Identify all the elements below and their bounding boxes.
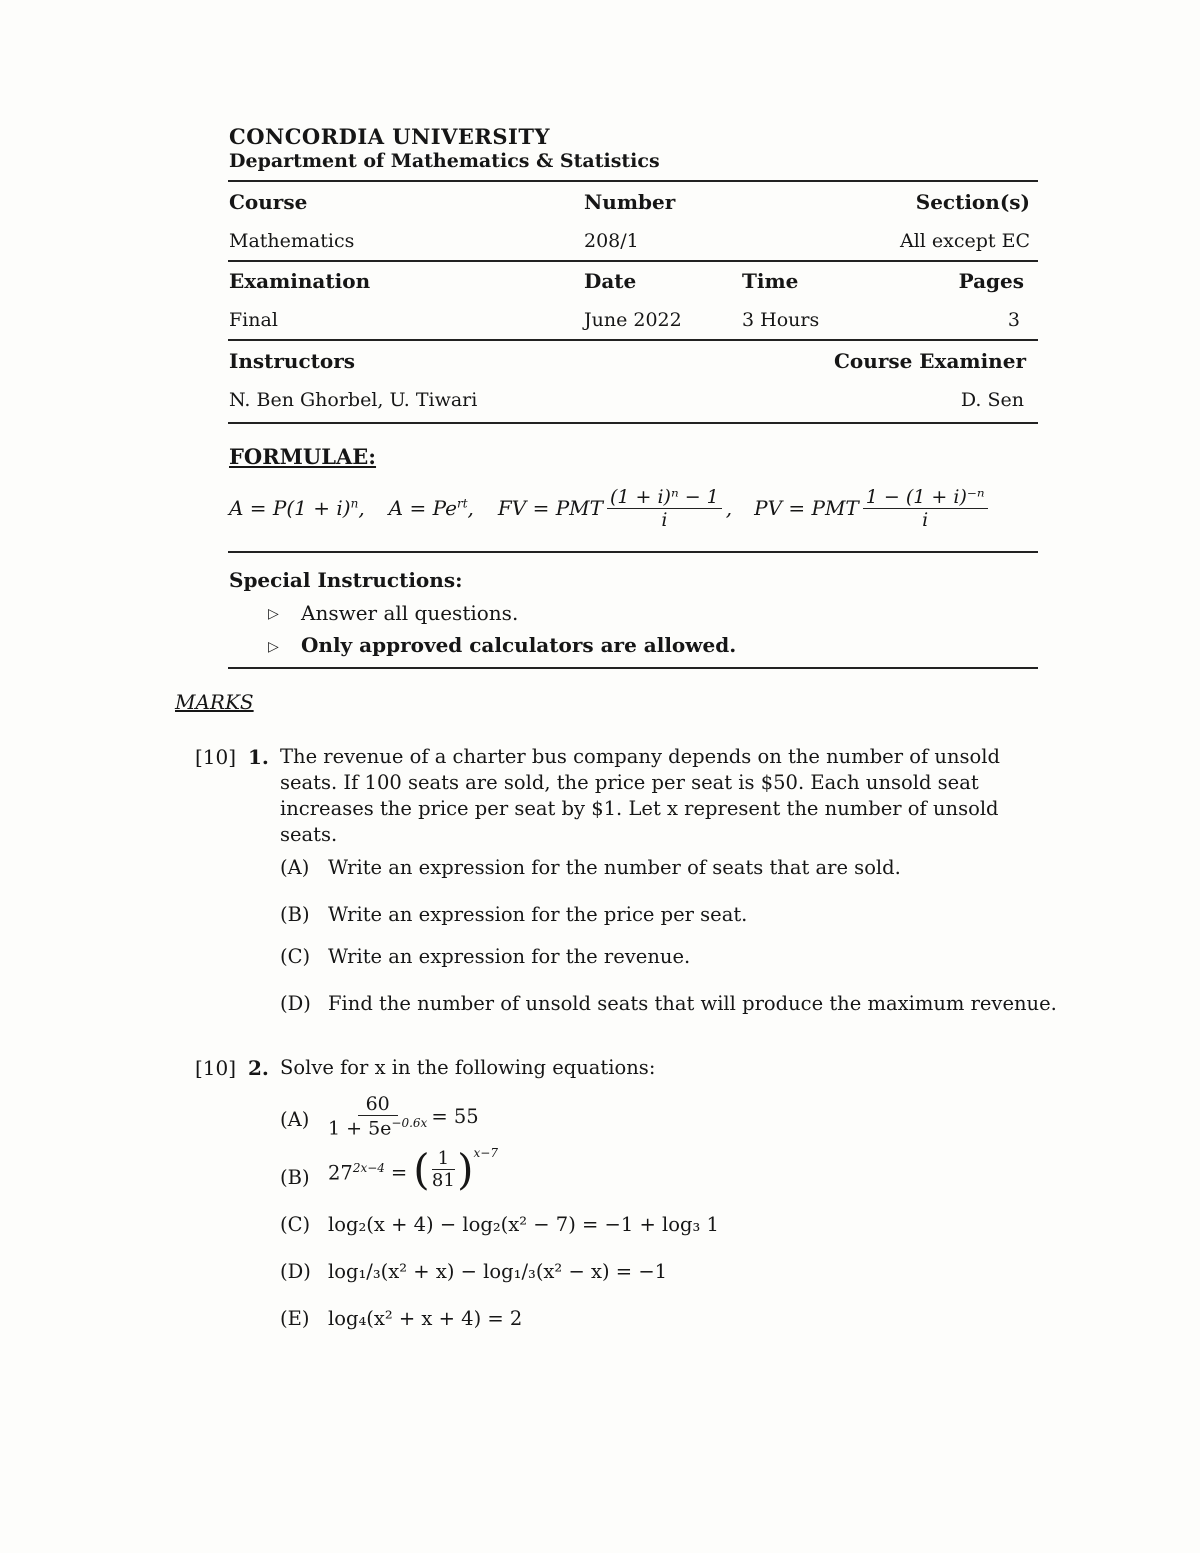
q2-part-label: (A) xyxy=(280,1108,310,1131)
q1-part-text: Write an expression for the price per seat. xyxy=(328,903,748,926)
q1-part-label: (D) xyxy=(280,992,311,1015)
divider xyxy=(228,422,1038,424)
divider xyxy=(228,667,1038,669)
pages-label: Pages xyxy=(958,269,1024,293)
instruction-item: Answer all questions. xyxy=(301,601,519,625)
department-name: Department of Mathematics & Statistics xyxy=(229,150,660,172)
q1-part-text: Write an expression for the revenue. xyxy=(328,945,691,968)
examination-value: Final xyxy=(229,309,278,331)
formula-compound: $A = P(1 + i)^n$, xyxy=(229,496,365,520)
q2-part-a-equation: $\frac{60}{1 + 5e^{-0.6x}}$ = 55 xyxy=(328,1093,479,1140)
instruction-item: Only approved calculators are allowed. xyxy=(301,633,737,657)
q1-number: 1. xyxy=(248,745,269,769)
q2-part-e-equation: log₄(x² + x + 4) = 2 xyxy=(328,1307,523,1330)
time-value: 3 Hours xyxy=(742,309,820,331)
date-label: Date xyxy=(584,269,637,293)
examiner-value: D. Sen xyxy=(960,389,1024,411)
sections-value: All except EC xyxy=(899,230,1030,252)
triangle-bullet-icon: ▷ xyxy=(268,639,279,655)
course-label: Course xyxy=(229,190,308,214)
q2-part-label: (C) xyxy=(280,1213,311,1236)
sections-label: Section(s) xyxy=(915,190,1030,214)
examiner-label: Course Examiner xyxy=(834,349,1026,373)
divider xyxy=(228,339,1038,341)
triangle-bullet-icon: ▷ xyxy=(268,606,279,622)
formulae-title: FORMULAE: xyxy=(229,444,377,469)
examination-label: Examination xyxy=(229,269,371,293)
q2-part-d-equation: log₁/₃(x² + x) − log₁/₃(x² − x) = −1 xyxy=(328,1260,668,1283)
q1-part-label: (C) xyxy=(280,945,311,968)
q2-marks: [10] xyxy=(195,1056,237,1080)
pages-value: 3 xyxy=(1007,309,1020,331)
divider xyxy=(228,551,1038,553)
instructors-label: Instructors xyxy=(229,349,356,373)
q2-part-label: (B) xyxy=(280,1166,310,1189)
q1-part-text: Write an expression for the number of seats that are sold. xyxy=(328,856,901,879)
number-value: 208/1 xyxy=(584,230,639,252)
university-name: CONCORDIA UNIVERSITY xyxy=(229,124,550,149)
divider xyxy=(228,260,1038,262)
q2-text: Solve for x in the following equations: xyxy=(280,1056,656,1079)
time-label: Time xyxy=(742,269,799,293)
divider xyxy=(228,180,1038,182)
q2-part-label: (E) xyxy=(280,1307,310,1330)
q1-part-text: Find the number of unsold seats that will produce the maximum revenue. xyxy=(328,992,1057,1015)
q2-number: 2. xyxy=(248,1056,269,1080)
number-label: Number xyxy=(584,190,676,214)
formulae-line xyxy=(229,478,1039,538)
instructors-value: N. Ben Ghorbel, U. Tiwari xyxy=(229,389,478,411)
q2-part-label: (D) xyxy=(280,1260,311,1283)
q1-marks: [10] xyxy=(195,745,237,769)
q1-part-label: (B) xyxy=(280,903,310,926)
formula-present-value: PV = PMT $\frac{\text{1 − (1 + i)⁻ⁿ}}{i}$ xyxy=(754,486,991,531)
q1-part-label: (A) xyxy=(280,856,310,879)
q2-part-b-equation: $27^{2x-4}$ = ( $\frac{1}{81}$ ) $^{x-7}$ xyxy=(328,1144,498,1194)
course-value: Mathematics xyxy=(229,230,355,252)
formula-continuous: $A = Pe^{rt}$, xyxy=(388,496,474,520)
q2-part-c-equation: log₂(x + 4) − log₂(x² − 7) = −1 + log₃ 1 xyxy=(328,1213,719,1236)
date-value: June 2022 xyxy=(584,309,682,331)
formula-future-value: FV = PMT $\frac{\text{(1 + i)ⁿ − 1}}{i}$ , xyxy=(497,485,733,531)
marks-heading: MARKS xyxy=(175,690,254,714)
q1-text: The revenue of a charter bus company depends on the number of unsold seats. If 100 seats are sold, the price per seat is $50. Each unsold seat increases the price per seat by $1. Let x represent the number of unsold seats. xyxy=(280,745,1000,846)
special-instructions-title: Special Instructions: xyxy=(229,568,463,592)
